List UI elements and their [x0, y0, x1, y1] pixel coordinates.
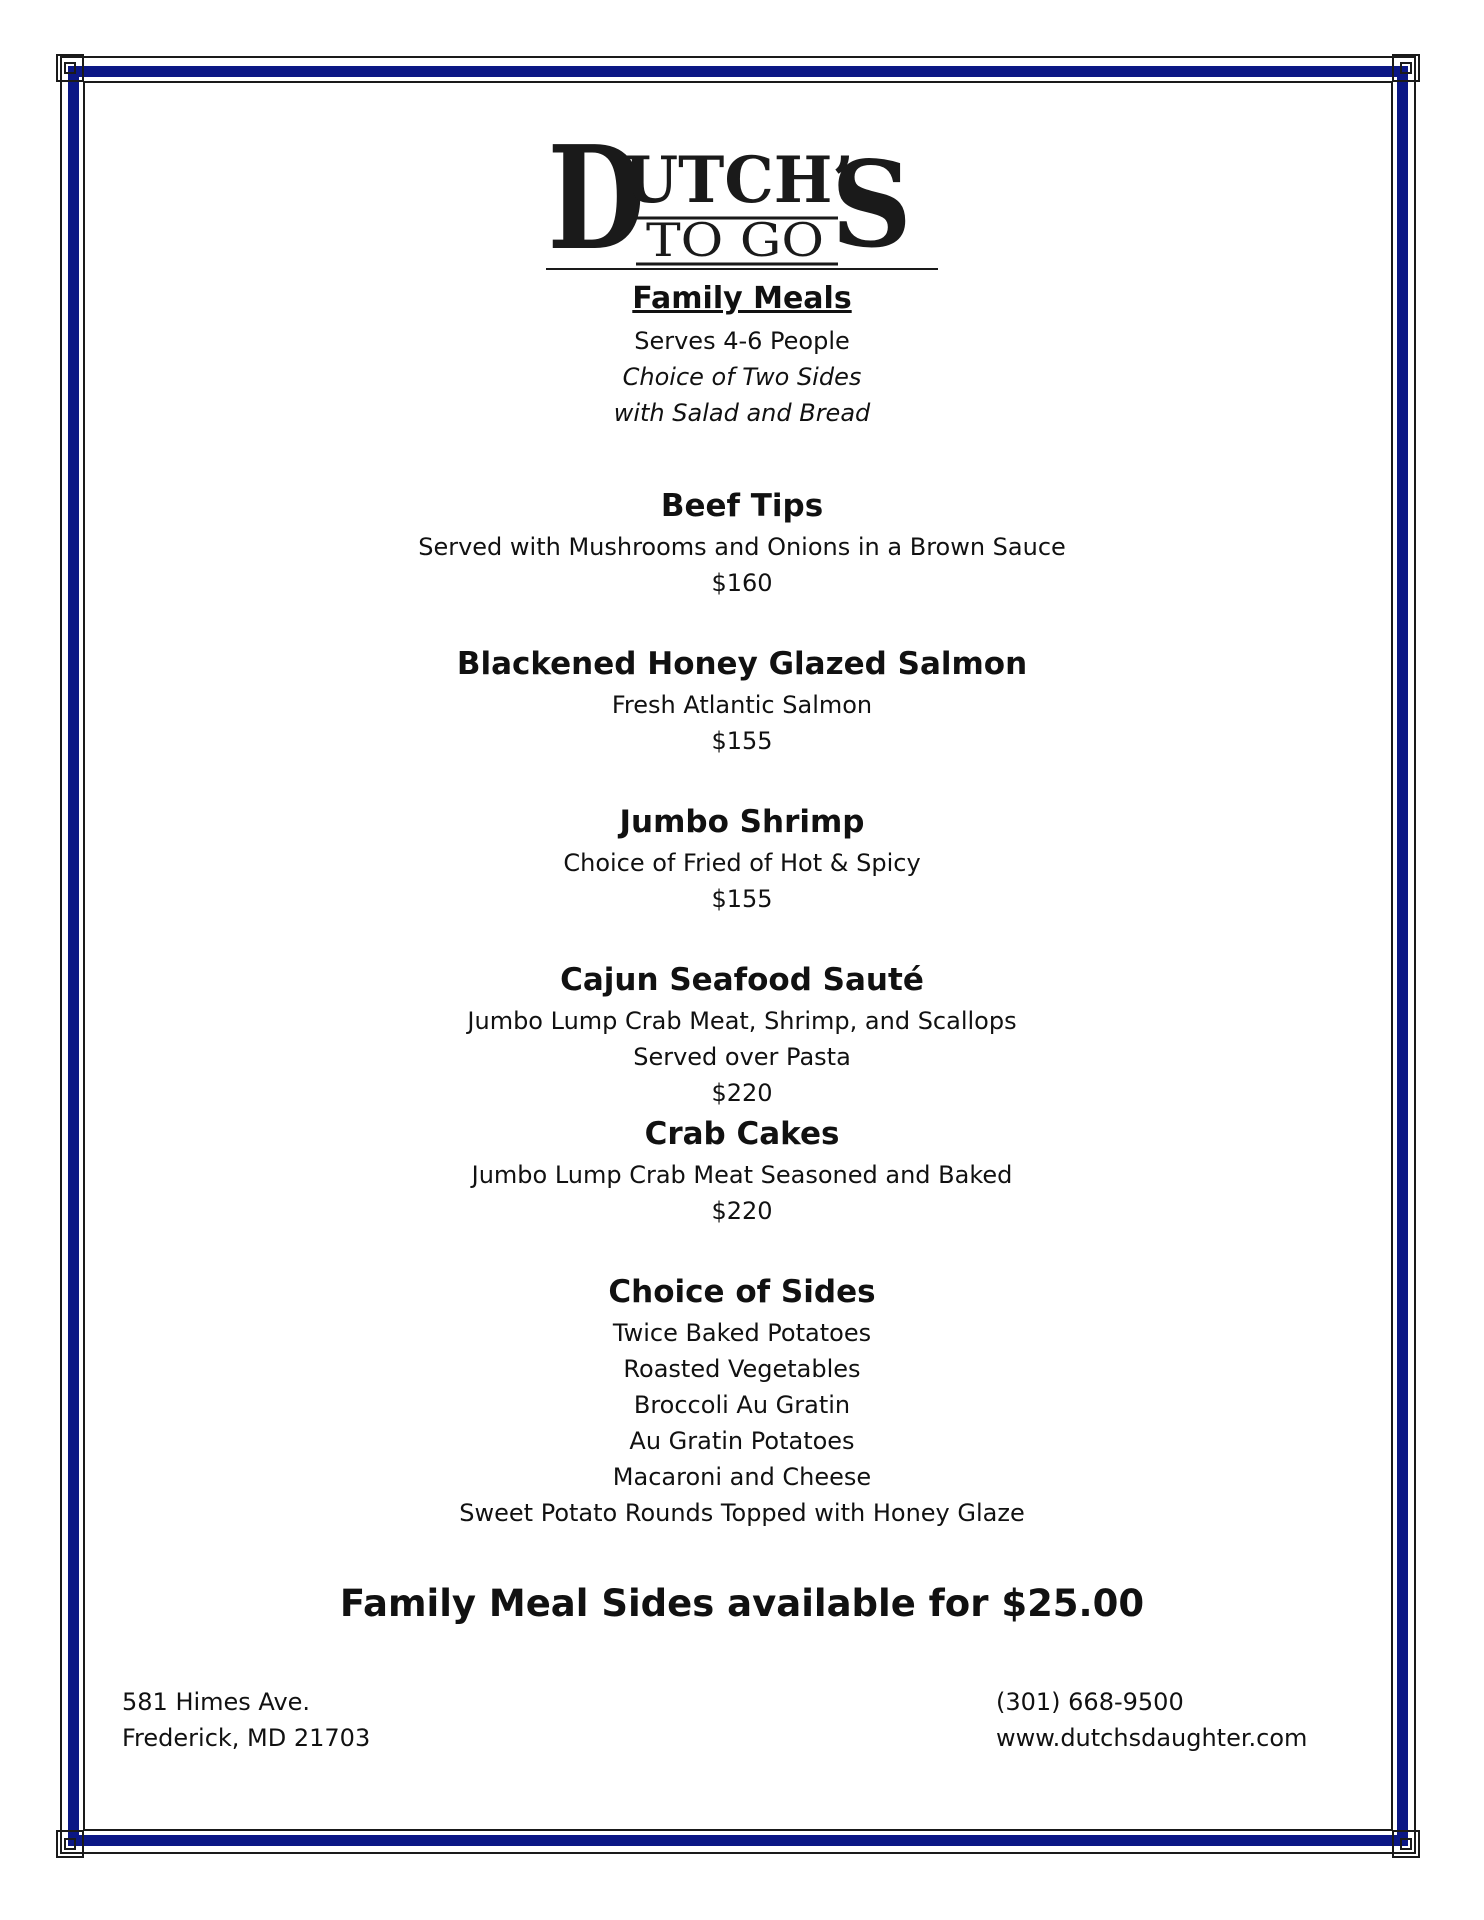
sides-title: Choice of Sides: [608, 1274, 876, 1310]
menu-item-beef-tips: [100, 483, 1384, 601]
item-description: Served with Mushrooms and Onions in a Brown Sauce: [418, 533, 1066, 561]
menu-item-salmon: [100, 641, 1384, 759]
side-item: Macaroni and Cheese: [612, 1463, 872, 1491]
item-price: $160: [711, 569, 773, 597]
contact-block: [996, 1684, 1307, 1756]
side-item: Broccoli Au Gratin: [633, 1391, 851, 1419]
svg-text:S: S: [831, 136, 912, 270]
item-description: Jumbo Lump Crab Meat, Shrimp, and Scallops: [467, 1007, 1017, 1035]
item-name: Beef Tips: [660, 488, 824, 524]
item-name: Crab Cakes: [644, 1116, 840, 1152]
item-name: Jumbo Shrimp: [619, 804, 865, 840]
side-item: Roasted Vegetables: [623, 1355, 861, 1383]
item-description: Served over Pasta: [633, 1043, 851, 1071]
frame-corner-top-right: [1392, 54, 1420, 82]
address-street: 581 Himes Ave.: [122, 1688, 311, 1716]
menu-item-cajun-seafood: [100, 957, 1384, 1111]
item-description: Choice of Fried of Hot & Spicy: [563, 849, 921, 877]
item-name: Blackened Honey Glazed Salmon: [456, 646, 1028, 682]
side-item: Au Gratin Potatoes: [629, 1427, 855, 1455]
frame-corner-bottom-left: [56, 1830, 84, 1858]
side-item: Sweet Potato Rounds Topped with Honey Glaze: [459, 1499, 1025, 1527]
item-description: Fresh Atlantic Salmon: [611, 691, 873, 719]
logo-underline: [546, 268, 938, 270]
side-item: Twice Baked Potatoes: [612, 1319, 872, 1347]
sides-price-note: Family Meal Sides available for $25.00: [339, 1582, 1145, 1625]
address-city: Frederick, MD 21703: [122, 1724, 371, 1752]
item-price: $220: [711, 1197, 773, 1225]
contact-phone: (301) 668-9500: [996, 1688, 1184, 1716]
item-price: $220: [711, 1079, 773, 1107]
svg-text:UTCH’: UTCH’: [624, 143, 854, 218]
menu-item-jumbo-shrimp: [100, 799, 1384, 917]
sides-section: [100, 1269, 1384, 1531]
svg-text:TO GO: TO GO: [646, 213, 824, 267]
page-title: Family Meals: [632, 281, 852, 316]
frame-corner-bottom-right: [1392, 1830, 1420, 1858]
serves-note: Serves 4-6 People: [634, 327, 850, 355]
with-note: with Salad and Bread: [613, 399, 871, 427]
choice-note: Choice of Two Sides: [622, 363, 862, 391]
item-price: $155: [711, 885, 773, 913]
item-name: Cajun Seafood Sauté: [560, 962, 924, 998]
item-description: Jumbo Lump Crab Meat Seasoned and Baked: [471, 1161, 1013, 1189]
contact-website: www.dutchsdaughter.com: [996, 1724, 1308, 1752]
menu-item-crab-cakes: [100, 1111, 1384, 1229]
menu-content: [100, 275, 1384, 1531]
item-price: $155: [711, 727, 773, 755]
svg-text:D: D: [547, 134, 646, 270]
address-block: [122, 1684, 370, 1756]
dutchs-to-go-logo: [546, 134, 938, 270]
frame-corner-top-left: [56, 54, 84, 82]
